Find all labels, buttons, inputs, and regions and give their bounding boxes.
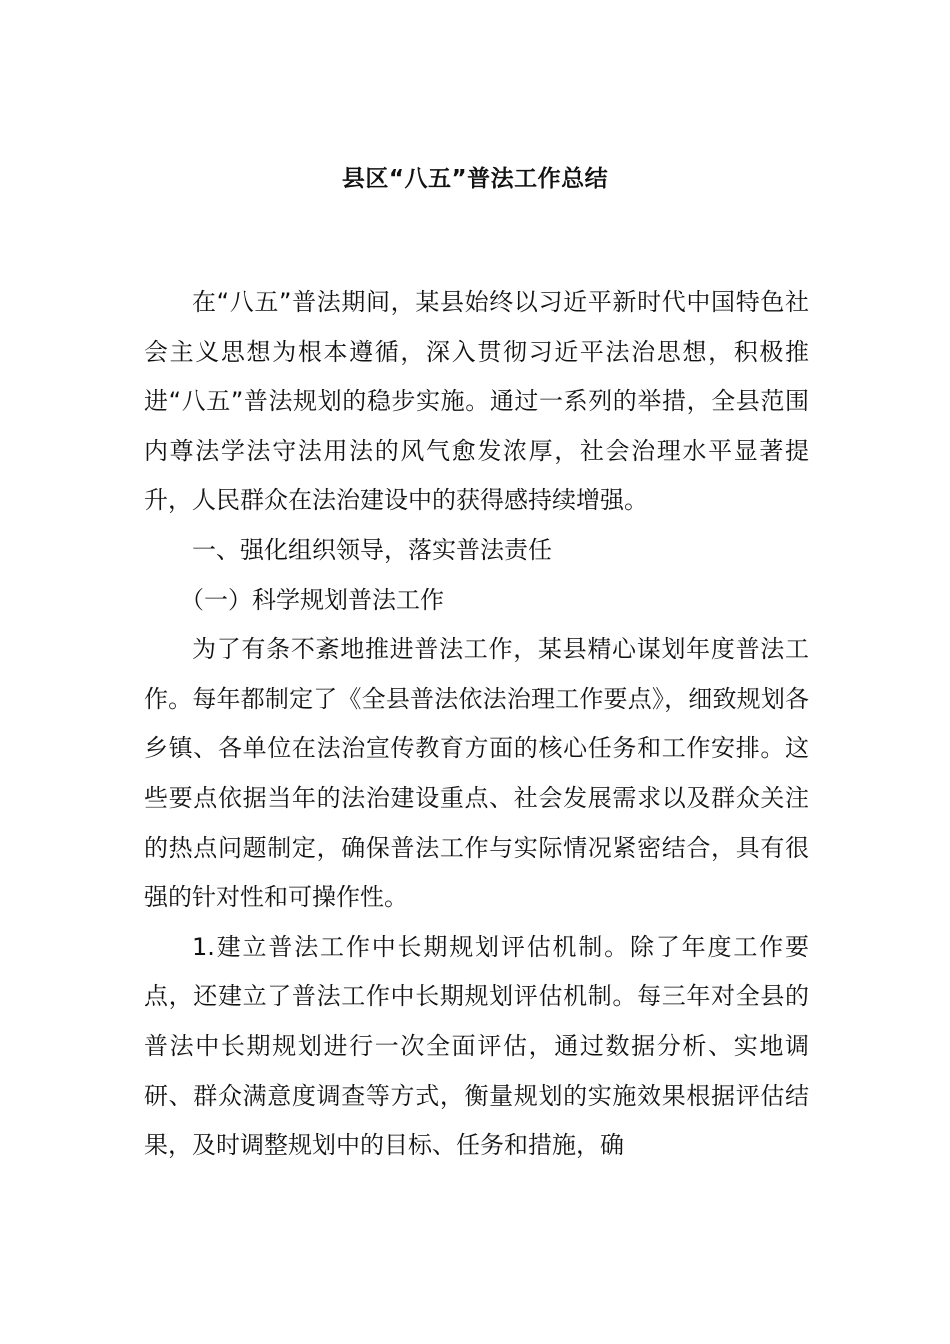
paragraph-planning: 为了有条不紊地推进普法工作，某县精心谋划年度普法工作。每年都制定了《全县普法依法治理工作要点》，细致规划各乡镇、各单位在法治宣传教育方面的核心任务和工作安排。这些要点依据当年的法治建设重点、社会发展需求以及群众关注的热点问题制定，确保普法工作与实际情况紧密结合，具有很强的针对性和可操作性。 bbox=[144, 635, 809, 912]
subsection-heading: （一）科学规划普法工作 bbox=[180, 585, 444, 614]
paragraph-intro: 在“八五”普法期间，某县始终以习近平新时代中国特色社会主义思想为根本遵循，深入贯彻习近平法治思想，积极推进“八五”普法规划的稳步实施。通过一系列的举措，全县范围内尊法学法守法用法的风气愈发浓厚，社会治理水平显著提升，人民群众在法治建设中的获得感持续增强。 bbox=[144, 288, 809, 515]
document-title: 县区“八五”普法工作总结 bbox=[341, 166, 609, 192]
section-heading: 一、强化组织领导，落实普法责任 bbox=[192, 535, 552, 564]
paragraph-evaluation: 1.建立普法工作中长期规划评估机制。除了年度工作要点，还建立了普法工作中长期规划评估机制。每三年对全县的普法中长期规划进行一次全面评估，通过数据分析、实地调研、群众满意度调查等方式，衡量规划的实施效果根据评估结果，及时调整规划中的目标、任务和措施，确 bbox=[144, 932, 809, 1160]
document-body bbox=[144, 278, 809, 1171]
